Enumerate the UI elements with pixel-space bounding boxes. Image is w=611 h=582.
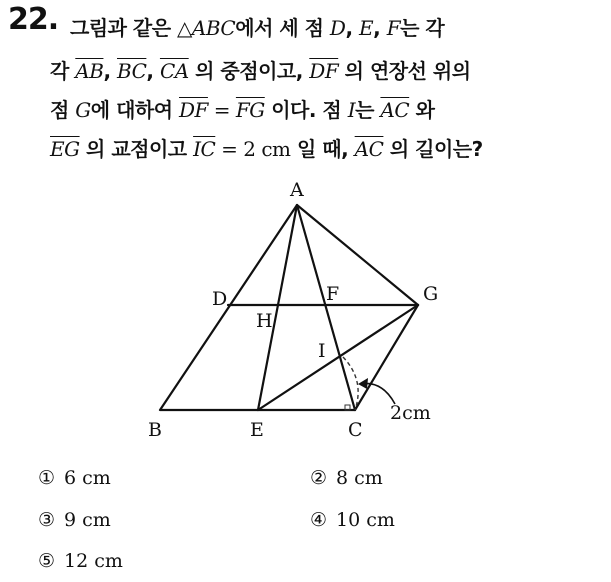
ic-length: = 2 cm	[215, 137, 291, 161]
segment-ac: $\overline{AC}$	[354, 137, 384, 161]
segment-eg: $\overline{EG}$	[50, 137, 80, 161]
sep: ,	[103, 59, 117, 83]
choice-5[interactable]	[38, 550, 123, 572]
text: 는 각	[400, 16, 445, 40]
dashed-arc	[343, 357, 358, 410]
arrow-head-icon	[358, 378, 368, 389]
choice-3[interactable]	[38, 509, 111, 531]
text: 각	[50, 59, 76, 83]
triangle-name: ABC	[191, 16, 236, 40]
choice-2[interactable]	[310, 467, 383, 489]
triangle-abc	[160, 205, 355, 410]
segment-ab: $\overline{AB}$	[75, 59, 104, 83]
choice-4[interactable]	[310, 509, 395, 531]
choice-text: 6 cm	[64, 467, 111, 489]
choice-mark: ④	[310, 509, 328, 531]
segment-ca: $\overline{CA}$	[159, 59, 189, 83]
sep: ,	[146, 59, 160, 83]
text: 점	[50, 98, 76, 122]
label-b: B	[148, 419, 162, 441]
measure-label: 2cm	[390, 402, 431, 424]
choice-mark: ③	[38, 509, 56, 531]
label-f: F	[326, 283, 340, 305]
label-i: I	[318, 340, 326, 362]
sep: ,	[345, 16, 360, 40]
label-h: H	[256, 310, 273, 332]
point-f: F	[386, 16, 401, 40]
point-g: G	[75, 98, 91, 122]
label-a: A	[290, 179, 304, 201]
equals: =	[207, 98, 236, 122]
label-e: E	[250, 419, 264, 441]
text: 에 대하여	[90, 98, 179, 122]
segment-ac: $\overline{AC}$	[380, 98, 410, 122]
choice-text: 8 cm	[336, 467, 383, 489]
segment-df: $\overline{DF}$	[179, 98, 208, 122]
point-e: E	[359, 16, 374, 40]
label-d: D	[212, 288, 228, 310]
line-ag	[297, 205, 418, 305]
sep: ,	[373, 16, 387, 40]
text: 이다. 점	[264, 98, 348, 122]
choice-text: 9 cm	[64, 509, 111, 531]
label-c: C	[348, 419, 363, 441]
text: 는	[355, 98, 381, 122]
point-d: D	[329, 16, 346, 40]
line-cg	[355, 305, 418, 410]
segment-df: $\overline{DF}$	[309, 59, 339, 83]
text: 의 중점이고,	[188, 59, 310, 83]
text: 와	[409, 98, 435, 122]
question-number: 22.	[8, 2, 59, 37]
text: 에서 세 점	[235, 16, 330, 40]
text: 그림과 같은	[70, 16, 178, 40]
triangle-symbol: △	[177, 16, 192, 40]
choice-1[interactable]	[38, 467, 111, 489]
text: 의 교점이고	[79, 137, 194, 161]
segment-fg: $\overline{FG}$	[235, 98, 265, 122]
segment-bc: $\overline{BC}$	[117, 59, 147, 83]
segment-ic: $\overline{IC}$	[193, 137, 216, 161]
choice-mark: ①	[38, 467, 56, 489]
point-i: I	[347, 98, 356, 122]
choice-text: 10 cm	[336, 509, 395, 531]
label-g: G	[423, 283, 439, 305]
choice-text: 12 cm	[64, 550, 123, 572]
choice-mark: ⑤	[38, 550, 56, 572]
text: 일 때,	[290, 137, 355, 161]
choice-mark: ②	[310, 467, 328, 489]
text: 의 연장선 위의	[338, 59, 471, 83]
line-eg	[258, 305, 418, 410]
text: 의 길이는?	[383, 137, 483, 161]
